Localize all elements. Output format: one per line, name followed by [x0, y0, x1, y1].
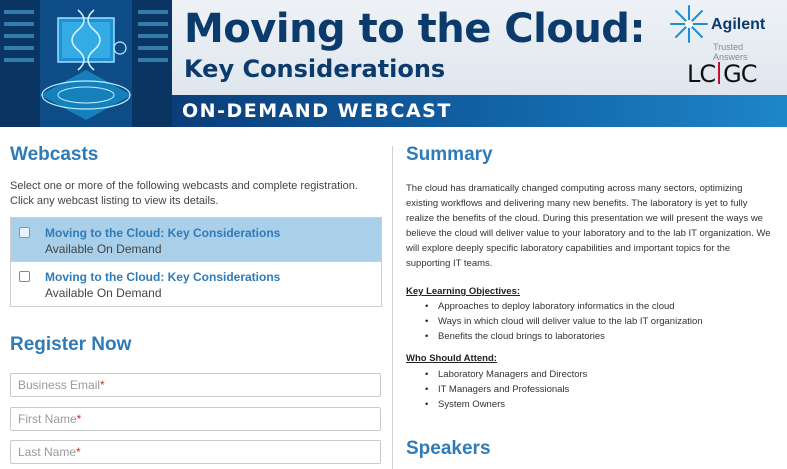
webcast-checkbox[interactable]	[19, 271, 30, 282]
objective-item: • Benefits the cloud brings to laboratories	[432, 329, 703, 344]
lcgc-logo	[687, 60, 757, 88]
business-email-placeholder: Business Email	[18, 378, 101, 392]
required-marker: *	[100, 378, 105, 392]
on-demand-strip	[172, 95, 787, 127]
learning-objectives-label: Key Learning Objectives:	[406, 286, 521, 297]
instructions-line-2: Click any webcast listing to view its details.	[10, 195, 219, 207]
summary-line: believe the cloud will deliver value to your laboratory and to the lab IT organization. We	[406, 228, 771, 239]
agilent-wordmark: Agilent	[711, 16, 766, 33]
webcast-list-item[interactable]	[11, 262, 381, 306]
summary-line: will explore deeply specific laboratory capabilities and important topics for the	[406, 243, 731, 254]
webcasts-instructions	[10, 179, 382, 209]
lcgc-left: LC	[687, 60, 716, 88]
objective-item: • Ways in which cloud will deliver value to the lab IT organization	[432, 314, 703, 329]
webcast-subtitle: Key Considerations	[184, 55, 446, 83]
webcast-checkbox[interactable]	[19, 227, 30, 238]
last-name-field[interactable]	[10, 440, 381, 464]
agilent-tagline: Trusted Answers	[713, 42, 748, 62]
speakers-heading: Speakers	[406, 438, 491, 459]
audience-list	[432, 367, 587, 412]
summary-line: realize the benefits of the cloud. During this presentation we will present the ways we	[406, 213, 763, 224]
webcast-title: Moving to the Cloud:	[184, 6, 645, 52]
summary-heading: Summary	[406, 144, 493, 165]
audience-item: • Laboratory Managers and Directors	[432, 367, 587, 382]
webcast-list	[10, 217, 382, 307]
banner-title-area	[172, 0, 787, 95]
agilent-logo	[669, 4, 779, 62]
on-demand-label: ON-DEMAND WEBCAST	[182, 100, 452, 122]
cloud-technology-illustration	[0, 0, 172, 127]
last-name-placeholder: Last Name	[18, 445, 77, 459]
learning-objectives-list	[432, 299, 703, 344]
required-marker: *	[76, 412, 82, 426]
objective-item: • Approaches to deploy laboratory informatics in the cloud	[432, 299, 703, 314]
audience-item: • System Owners	[432, 397, 587, 412]
business-email-field[interactable]	[10, 373, 381, 397]
summary-line: The cloud has dramatically changed computing across many sectors, optimizing	[406, 183, 743, 194]
first-name-field[interactable]	[10, 407, 381, 431]
summary-line: supporting IT teams.	[406, 258, 493, 269]
webcast-name[interactable]: Moving to the Cloud: Key Considerations	[45, 226, 281, 240]
register-heading: Register Now	[10, 334, 132, 355]
required-marker: *	[76, 445, 81, 459]
webcast-name[interactable]: Moving to the Cloud: Key Considerations	[45, 270, 281, 284]
first-name-placeholder: First Name	[18, 412, 77, 426]
webcast-availability: Available On Demand	[45, 286, 162, 300]
instructions-line-1: Select one or more of the following webcasts and complete registration.	[10, 180, 358, 192]
summary-line: existing workflows and delivering many new benefits. The laboratory is yet to fully	[406, 198, 748, 209]
webcast-list-item[interactable]	[11, 218, 381, 262]
summary-body	[406, 181, 778, 271]
column-divider	[392, 146, 393, 469]
audience-item: • IT Managers and Professionals	[432, 382, 587, 397]
who-should-attend-label: Who Should Attend:	[406, 353, 497, 364]
lcgc-divider	[718, 62, 720, 84]
lcgc-right: GC	[723, 60, 757, 88]
webcast-availability: Available On Demand	[45, 242, 162, 256]
agilent-spark-icon	[669, 4, 709, 44]
webcast-banner	[0, 0, 787, 127]
webcasts-heading: Webcasts	[10, 144, 99, 165]
